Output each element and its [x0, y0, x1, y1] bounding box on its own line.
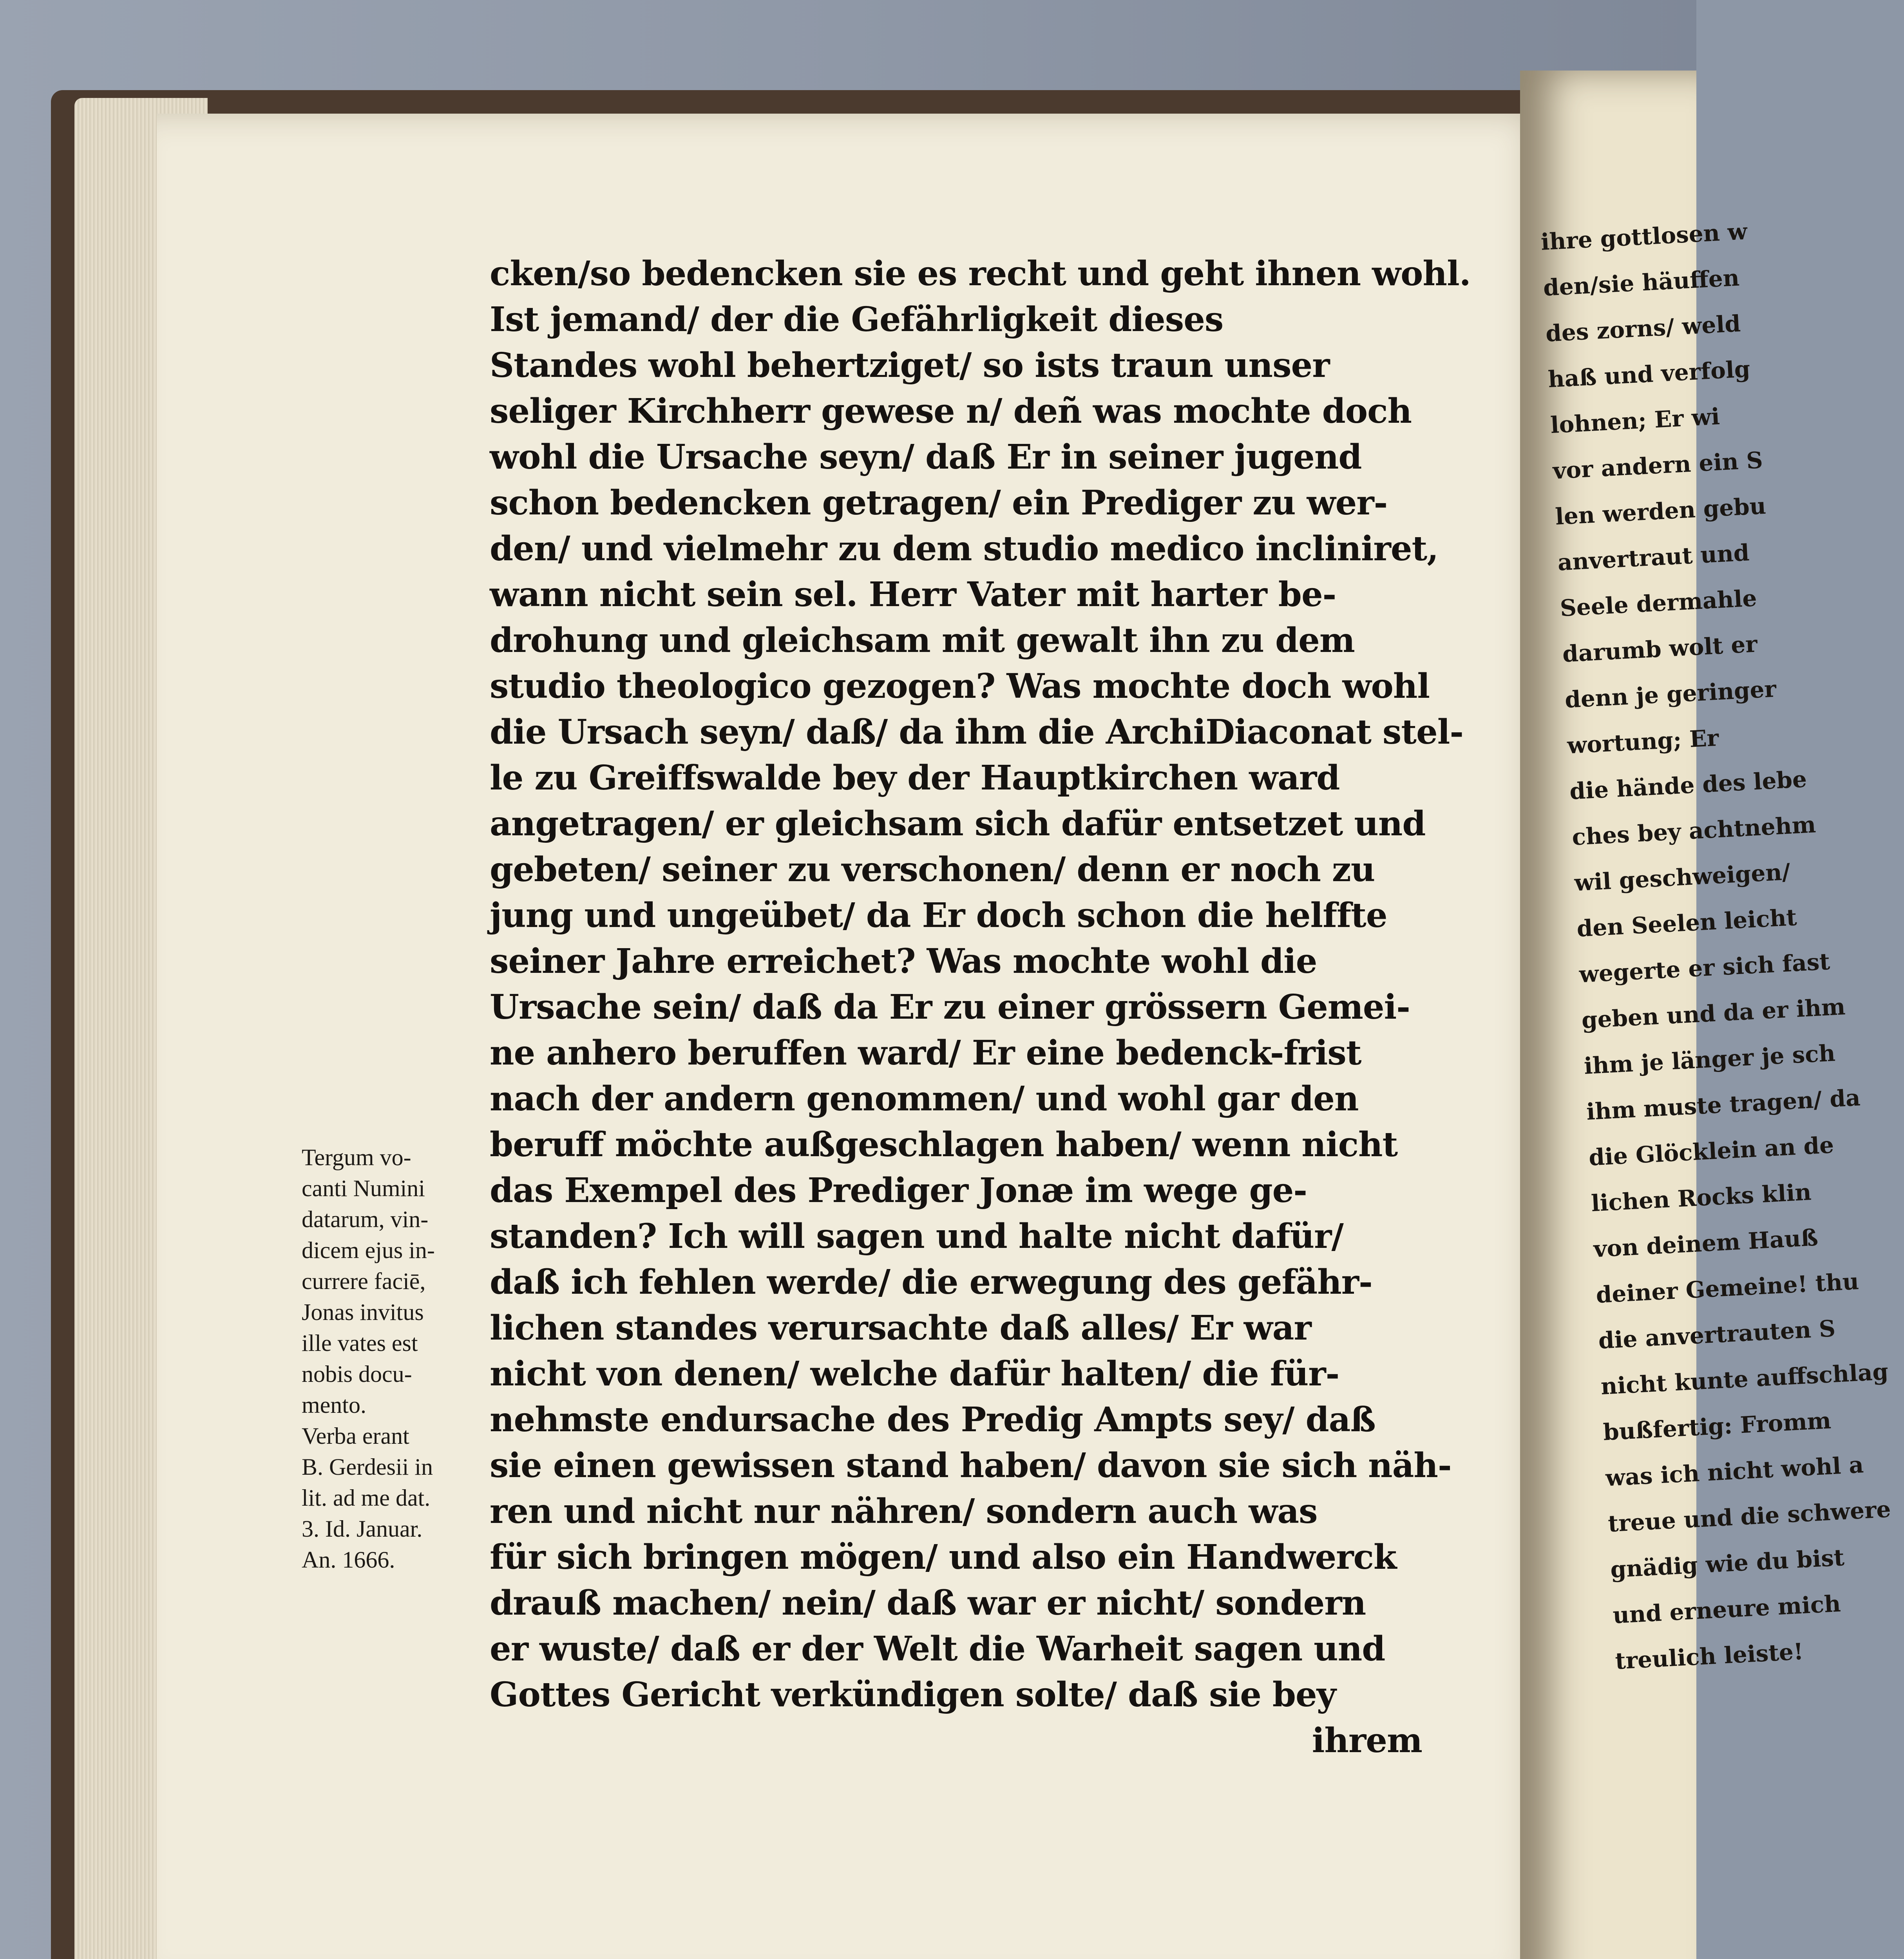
text-line: er wuste/ daß er der Welt die Warheit sagen und [490, 1629, 1385, 1669]
right-page-line: vor andern ein S [1552, 447, 1764, 485]
margin-note-line: currere faciē, [302, 1268, 426, 1294]
right-page-line: denn je geringer [1564, 675, 1777, 713]
margin-note-line: ille vates est [302, 1330, 418, 1356]
right-page-line: Seele dermahle [1559, 585, 1758, 622]
right-page-line: was ich nicht wohl a [1605, 1451, 1864, 1492]
right-page-line: gnädig wie du bist [1609, 1544, 1845, 1583]
right-page-line: die hände des lebe [1569, 766, 1808, 805]
text-line: beruff möchte außgeschlagen haben/ wenn nicht [490, 1125, 1398, 1164]
text-line: studio theologico gezogen? Was mochte doch wohl [490, 666, 1430, 706]
right-page-line: geben und da er ihm [1581, 993, 1846, 1034]
text-line: gebeten/ seiner zu verschonen/ denn er noch zu [490, 850, 1375, 889]
text-line: le zu Greiffswalde bey der Hauptkirchen ward [490, 758, 1340, 798]
text-line: cken/so bedencken sie es recht und geht ihnen wohl. [490, 254, 1471, 293]
text-line: Standes wohl behertziget/ so ists traun unser [490, 346, 1330, 385]
right-page-line: nicht kunte auffschlag [1600, 1358, 1889, 1400]
margin-note-line: Jonas invitus [302, 1299, 424, 1325]
right-page-line: ihm muste tragen/ da [1585, 1084, 1861, 1125]
text-line: Ursache sein/ daß da Er zu einer grössern Gemei- [490, 987, 1410, 1027]
right-page-line: deiner Gemeine! thu [1595, 1268, 1860, 1309]
text-line: jung und ungeübet/ da Er doch schon die helffte [490, 896, 1387, 935]
text-line: drauß machen/ nein/ daß war er nicht/ sondern [490, 1583, 1366, 1623]
text-line: daß ich fehlen werde/ die erwegung des gefähr- [490, 1262, 1372, 1302]
text-line: nehmste endursache des Predig Ampts sey/ daß [490, 1400, 1376, 1439]
right-page-line: len werden gebu [1554, 492, 1767, 530]
right-page-line: und erneure mich [1612, 1590, 1842, 1629]
text-line: die Ursach seyn/ daß/ da ihm die ArchiDiaconat stel- [490, 712, 1464, 752]
right-page-line: lohnen; Er wi [1549, 403, 1721, 439]
margin-note-line: canti Numini [302, 1175, 425, 1201]
text-line: wann nicht sein sel. Herr Vater mit harter be- [490, 575, 1336, 614]
margin-note-line: nobis docu- [302, 1361, 412, 1387]
text-line: wohl die Ursache seyn/ daß Er in seiner jugend [490, 437, 1362, 477]
margin-note-line: B. Gerdesii in [302, 1454, 433, 1480]
right-page-line: wortung; Er [1566, 724, 1719, 759]
text-line: Ist jemand/ der die Gefährligkeit dieses [490, 300, 1223, 339]
text-line: lichen standes verursachte daß alles/ Er war [490, 1308, 1311, 1348]
right-page-line: die anvertrauten S [1598, 1315, 1836, 1354]
right-page-line: haß und verfolg [1547, 355, 1751, 393]
text-line: das Exempel des Prediger Jonæ im wege ge- [490, 1171, 1307, 1210]
margin-note-line: 3. Id. Januar. [302, 1516, 423, 1542]
margin-note-line: Tergum vo- [302, 1144, 411, 1170]
right-page-line: die Glöcklein an de [1588, 1131, 1835, 1171]
right-page-line: wegerte er sich fast [1578, 948, 1831, 988]
text-line: nach der andern genommen/ und wohl gar den [490, 1079, 1359, 1119]
margin-note-line: An. 1666. [302, 1547, 395, 1573]
right-page-line: treue und die schwere [1607, 1496, 1891, 1537]
margin-note-line: mento. [302, 1392, 366, 1418]
main-text-block [490, 251, 1471, 1763]
text-line: für sich bringen mögen/ und also ein Handwerck [490, 1537, 1397, 1577]
right-page-line: ihm je länger je sch [1583, 1039, 1836, 1079]
margin-note-line: datarum, vin- [302, 1206, 429, 1232]
right-page-line: lichen Rocks klin [1590, 1179, 1812, 1217]
right-page-line: den Seelen leicht [1576, 904, 1797, 942]
text-line: Gottes Gericht verkündigen solte/ daß sie bey [490, 1675, 1336, 1715]
text-line: standen? Ich will sagen und halte nicht dafür/ [490, 1217, 1343, 1256]
right-page-line: den/sie häuffen [1542, 264, 1740, 301]
right-page-line: des zorns/ weld [1545, 310, 1741, 347]
text-line: sie einen gewissen stand haben/ davon sie sich näh- [490, 1446, 1452, 1485]
text-line: seliger Kirchherr gewese n/ deñ was mochte doch [490, 391, 1412, 431]
margin-note-line: dicem ejus in- [302, 1237, 435, 1263]
right-page-line: ches bey achtnehm [1571, 811, 1817, 851]
margin-note-line: lit. ad me dat. [302, 1485, 431, 1511]
catchword: ihrem [1312, 1721, 1422, 1760]
right-page-line: bußfertig: Fromm [1602, 1407, 1832, 1446]
text-line: ren und nicht nur nähren/ sondern auch was [490, 1492, 1318, 1531]
text-line: seiner Jahre erreichet? Was mochte wohl die [490, 941, 1317, 981]
text-line: nicht von denen/ welche dafür halten/ die für- [490, 1354, 1339, 1394]
right-page-line: von deinem Hauß [1593, 1224, 1819, 1263]
margin-note [302, 1142, 470, 1575]
text-line: schon bedencken getragen/ ein Prediger zu wer- [490, 483, 1388, 523]
right-page-line: darumb wolt er [1562, 630, 1758, 668]
text-line: drohung und gleichsam mit gewalt ihn zu dem [490, 621, 1355, 660]
right-page-line: anvertraut und [1557, 539, 1750, 576]
right-page-line: wil geschweigen/ [1573, 858, 1791, 896]
text-line: den/ und vielmehr zu dem studio medico incliniret, [490, 529, 1439, 569]
right-page-line: ihre gottlosen w [1540, 218, 1748, 255]
margin-note-line: Verba erant [302, 1423, 409, 1449]
text-line: angetragen/ er gleichsam sich dafür entsetzet und [490, 804, 1426, 844]
right-page-line: treulich leiste! [1614, 1638, 1804, 1675]
text-line: ne anhero beruffen ward/ Er eine bedenck-frist [490, 1033, 1361, 1073]
